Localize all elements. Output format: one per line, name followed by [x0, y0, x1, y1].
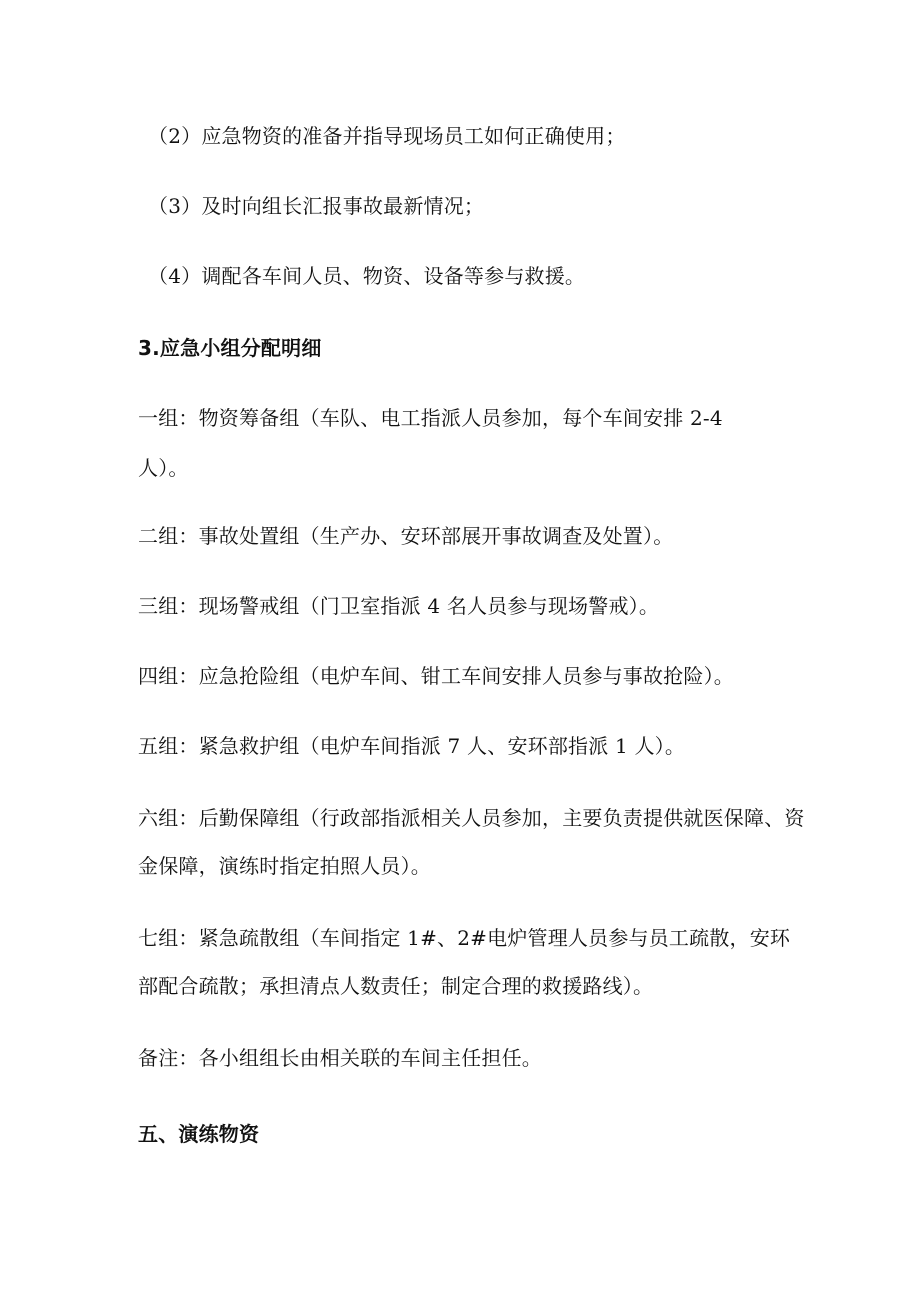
- list-item-4: （4）调配各车间人员、物资、设备等参与救援。: [148, 264, 586, 288]
- group-7-line-2: 部配合疏散；承担清点人数责任；制定合理的救援路线）。: [138, 974, 654, 998]
- list-item-3: （3）及时向组长汇报事故最新情况；: [148, 194, 485, 218]
- group-6-line-1: 六组：后勤保障组（行政部指派相关人员参加，主要负责提供就医保障、资: [138, 806, 805, 830]
- group-5: 五组：紧急救护组（电炉车间指派 7 人、安环部指派 1 人）。: [138, 734, 686, 758]
- group-1-line-1: 一组：物资筹备组（车队、电工指派人员参加，每个车间安排 2-4: [138, 406, 723, 430]
- section-heading-5: 五、演练物资: [138, 1122, 260, 1146]
- group-1-line-2: 人）。: [138, 456, 189, 480]
- group-6-line-2: 金保障，演练时指定拍照人员）。: [138, 854, 431, 878]
- list-item-2: （2）应急物资的准备并指导现场员工如何正确使用；: [148, 124, 626, 148]
- section-heading-3: 3.应急小组分配明细: [138, 336, 322, 360]
- group-7-line-1: 七组：紧急疏散组（车间指定 1#、2#电炉管理人员参与员工疏散，安环: [138, 926, 791, 950]
- group-2: 二组：事故处置组（生产办、安环部展开事故调查及处置）。: [138, 524, 674, 548]
- group-3: 三组：现场警戒组（门卫室指派 4 名人员参与现场警戒）。: [138, 594, 660, 618]
- note: 备注：各小组组长由相关联的车间主任担任。: [138, 1046, 542, 1070]
- group-4: 四组：应急抢险组（电炉车间、钳工车间安排人员参与事故抢险）。: [138, 664, 734, 688]
